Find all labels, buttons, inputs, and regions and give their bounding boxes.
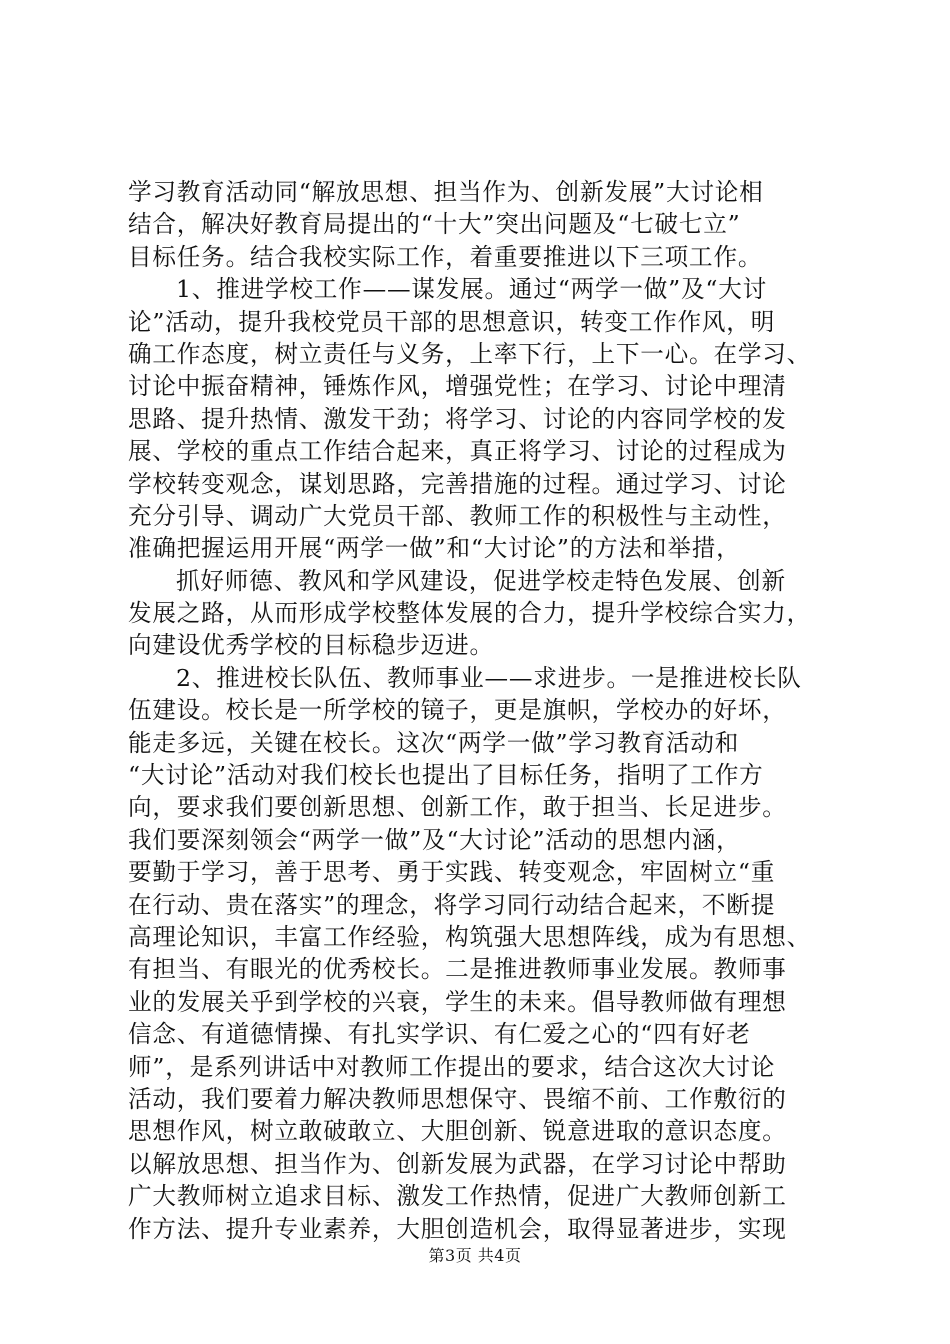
text-line: 伍建设。校长是一所学校的镜子，更是旗帜，学校办的好坏， [128,696,787,725]
text-line: 结合，解决好教育局提出的“十大”突出问题及“七破七立” [128,210,741,239]
text-line: 展、学校的重点工作结合起来，真正将学习、讨论的过程成为 [128,437,787,466]
text-line: 思路、提升热情、激发干劲；将学习、讨论的内容同学校的发 [128,404,787,433]
text-line: 业的发展关乎到学校的兴衰，学生的未来。倡导教师做有理想 [128,987,787,1016]
text-line: 准确把握运用开展“两学一做”和“大讨论”的方法和举措， [128,534,741,563]
text-line: 讨论中振奋精神，锤炼作风，增强党性；在学习、讨论中理清 [128,372,787,401]
page-footer: 第3页 共4页 [428,1246,522,1265]
text-line: 在行动、贵在落实”的理念，将学习同行动结合起来，不断提 [128,890,776,919]
text-line: 作方法、提升专业素养，大胆创造机会，取得显著进步，实现 [128,1214,787,1243]
text-line: 学习教育活动同“解放思想、担当作为、创新发展”大讨论相 [128,178,764,206]
text-line: 信念、有道德情操、有扎实学识、有仁爱之心的“四有好老 [128,1020,751,1049]
text-line: 向建设优秀学校的目标稳步迈进。 [128,631,494,660]
text-line: 师”，是系列讲话中对教师工作提出的要求，结合这次大讨论 [128,1052,776,1081]
text-line: 目标任务。结合我校实际工作，着重要推进以下三项工作。 [128,242,763,271]
text-line: 要勤于学习，善于思考、勇于实践、转变观念，牢固树立“重 [128,858,776,887]
text-line: 以解放思想、担当作为、创新发展为武器，在学习讨论中帮助 [128,1149,787,1178]
text-line: 确工作态度，树立责任与义务，上率下行，上下一心。在学习、 [128,339,812,368]
text-line: 2、推进校长队伍、教师事业——求进步。一是推进校长队 [176,663,802,692]
text-line: 有担当、有眼光的优秀校长。二是推进教师事业发展。教师事 [128,955,787,984]
text-line: 活动，我们要着力解决教师思想保守、畏缩不前、工作敷衍的 [128,1084,787,1113]
text-line: “大讨论”活动对我们校长也提出了目标任务，指明了工作方 [128,761,764,790]
text-line: 高理论知识，丰富工作经验，构筑强大思想阵线，成为有思想、 [128,922,812,951]
text-line: 我们要深刻领会“两学一做”及“大讨论”活动的思想内涵， [128,825,741,854]
text-line: 1、推进学校工作——谋发展。通过“两学一做”及“大讨 [176,275,768,304]
text-line: 广大教师树立追求目标、激发工作热情，促进广大教师创新工 [128,1182,787,1211]
text-line: 能走多远，关键在校长。这次“两学一做”学习教育活动和 [128,728,740,757]
text-line: 发展之路，从而形成学校整体发展的合力，提升学校综合实力， [128,599,812,628]
text-line: 论”活动，提升我校党员干部的思想意识，转变工作作风，明 [128,307,776,336]
text-line: 向，要求我们要创新思想、创新工作，敢于担当、长足进步。 [128,793,787,822]
body-text [128,176,828,1245]
text-line: 充分引导、调动广大党员干部、教师工作的积极性与主动性， [128,501,787,530]
text-line: 学校转变观念，谋划思路，完善措施的过程。通过学习、讨论 [128,469,787,498]
text-line: 思想作风，树立敢破敢立、大胆创新、锐意进取的意识态度。 [128,1117,787,1146]
text-line: 抓好师德、教风和学风建设，促进学校走特色发展、创新 [176,566,786,595]
